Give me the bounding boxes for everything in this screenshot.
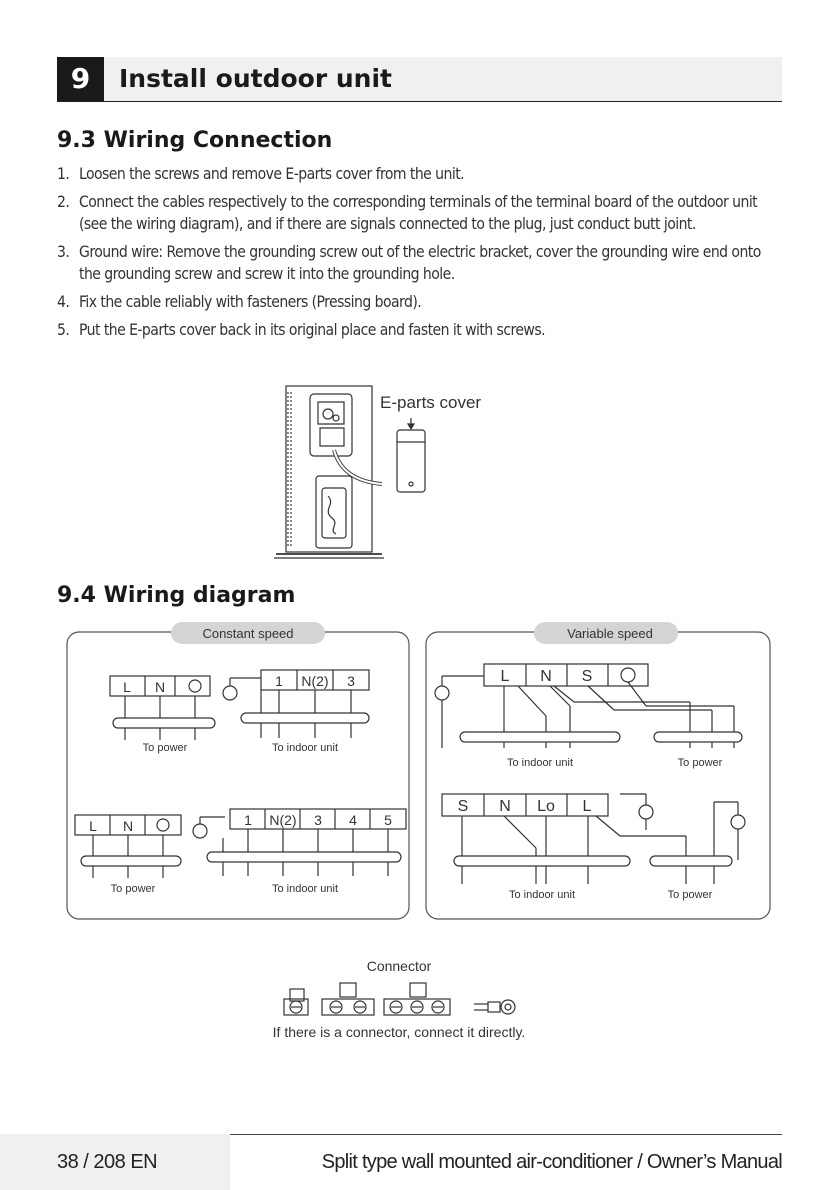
manual-title: Split type wall mounted air-conditioner / Owner’s Manual [321, 1151, 782, 1173]
connector-figure [270, 955, 550, 1045]
terminal-label: 5 [384, 812, 392, 828]
variable-speed-title: Variable speed [567, 626, 653, 641]
list-item [57, 291, 779, 313]
terminal-label: Lo [537, 798, 555, 815]
connector-caption: If there is a connector, connect it directly. [272, 1024, 526, 1040]
to-indoor-label: To indoor unit [506, 757, 574, 769]
wiring-steps-list [57, 163, 779, 347]
terminal-label: S [581, 668, 593, 685]
step-text: Connect the cables respectively to the corresponding terminals of the terminal board of the outdoor unit (see the wiring diagram), and if there are signals connected to the plug, just conduct butt joint. [79, 193, 758, 233]
footer-divider [230, 1134, 782, 1135]
to-indoor-label: To indoor unit [271, 883, 339, 895]
chapter-number: 9 [57, 57, 104, 101]
to-indoor-label: To indoor unit [271, 742, 339, 754]
terminal-label: L [123, 679, 131, 695]
to-indoor-label: To indoor unit [508, 889, 576, 901]
connector-title: Connector [366, 958, 432, 974]
page-number: 38 / 208 EN [57, 1151, 158, 1173]
terminal-label: L [500, 668, 510, 685]
e-parts-cover-label: E-parts cover [380, 393, 482, 412]
terminal-label: N [540, 668, 552, 685]
list-item [57, 163, 779, 185]
terminal-label: 3 [347, 673, 355, 689]
list-item [57, 191, 779, 235]
chapter-title: Install outdoor unit [119, 64, 392, 93]
terminal-label: N [499, 798, 511, 815]
to-power-label: To power [677, 757, 723, 769]
step-text: Loosen the screws and remove E-parts cover from the unit. [79, 165, 465, 183]
outdoor-unit-figure [270, 380, 490, 565]
step-text: Ground wire: Remove the grounding screw out of the electric bracket, cover the grounding wire end onto the grounding screw and screw it into the grounding hole. [79, 243, 761, 283]
terminal-label: N [122, 818, 134, 834]
terminal-label: L [582, 798, 592, 815]
terminal-label: 1 [244, 812, 252, 828]
to-power-label: To power [142, 742, 188, 754]
to-power-label: To power [667, 889, 713, 901]
list-item [57, 319, 779, 341]
step-number: 4. [57, 293, 70, 311]
step-text: Fix the cable reliably with fasteners (Pressing board). [79, 293, 422, 311]
list-item [57, 241, 779, 285]
terminal-label: N(2) [269, 812, 297, 828]
section-heading-wiring-connection: 9.3 Wiring Connection [57, 128, 333, 153]
step-number: 1. [57, 165, 70, 183]
terminal-label: N [154, 679, 166, 695]
chapter-header [57, 57, 782, 102]
section-heading-wiring-diagram: 9.4 Wiring diagram [57, 583, 296, 608]
step-text: Put the E-parts cover back in its original place and fasten it with screws. [79, 321, 546, 339]
to-power-label: To power [110, 883, 156, 895]
step-number: 2. [57, 193, 70, 211]
terminal-label: 1 [275, 673, 283, 689]
variable-speed-diagram [424, 620, 774, 922]
terminal-label: 3 [314, 812, 322, 828]
terminal-label: S [457, 798, 469, 815]
terminal-label: L [89, 818, 97, 834]
step-number: 3. [57, 243, 70, 261]
constant-speed-diagram [65, 620, 413, 922]
constant-speed-title: Constant speed [202, 626, 294, 641]
terminal-label: 4 [349, 812, 357, 828]
terminal-label: N(2) [301, 673, 329, 689]
step-number: 5. [57, 321, 70, 339]
